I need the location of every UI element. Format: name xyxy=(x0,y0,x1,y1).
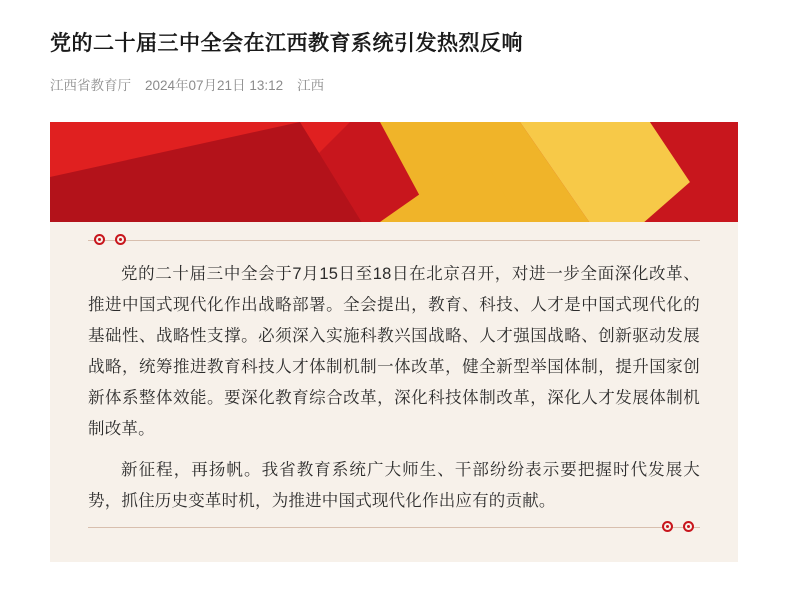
page-title: 党的二十届三中全会在江西教育系统引发热烈反响 xyxy=(50,32,523,56)
article-body-card xyxy=(88,240,700,534)
ornament-dots-left xyxy=(94,234,126,245)
dot-icon xyxy=(662,521,673,532)
article-meta xyxy=(50,74,738,94)
article-body xyxy=(88,259,700,517)
article-paragraph: 党的二十届三中全会于7月15日至18日在北京召开，对进一步全面深化改革、推进中国式现代化作出战略部署。全会提出，教育、科技、人才是中国式现代化的基础性、战略性支撑。必须深入实施科教兴国战略、人才强国战略、创新驱动发展战略，统筹推进教育科技人才体制机制一体改革，健全新型举国体制，提升国家创新体系整体效能。要深化教育综合改革，深化科技体制改革，深化人才发展体制机制改革。 xyxy=(88,265,700,439)
dot-icon xyxy=(94,234,105,245)
dot-icon xyxy=(115,234,126,245)
poster-banner xyxy=(50,122,738,562)
ornament-dots-right xyxy=(662,521,694,532)
dot-icon xyxy=(683,521,694,532)
divider-bottom xyxy=(88,527,700,528)
meta-datetime: 2024年07月21日 13:12 xyxy=(145,78,284,94)
divider-top xyxy=(88,240,700,241)
article-page xyxy=(0,14,788,609)
article-paragraph: 新征程，再扬帆。我省教育系统广大师生、干部纷纷表示要把握时代发展大势，抓住历史变革时机，为推进中国式现代化作出应有的贡献。 xyxy=(88,461,700,511)
meta-region: 江西 xyxy=(297,78,325,94)
meta-source: 江西省教育厅 xyxy=(50,78,131,94)
